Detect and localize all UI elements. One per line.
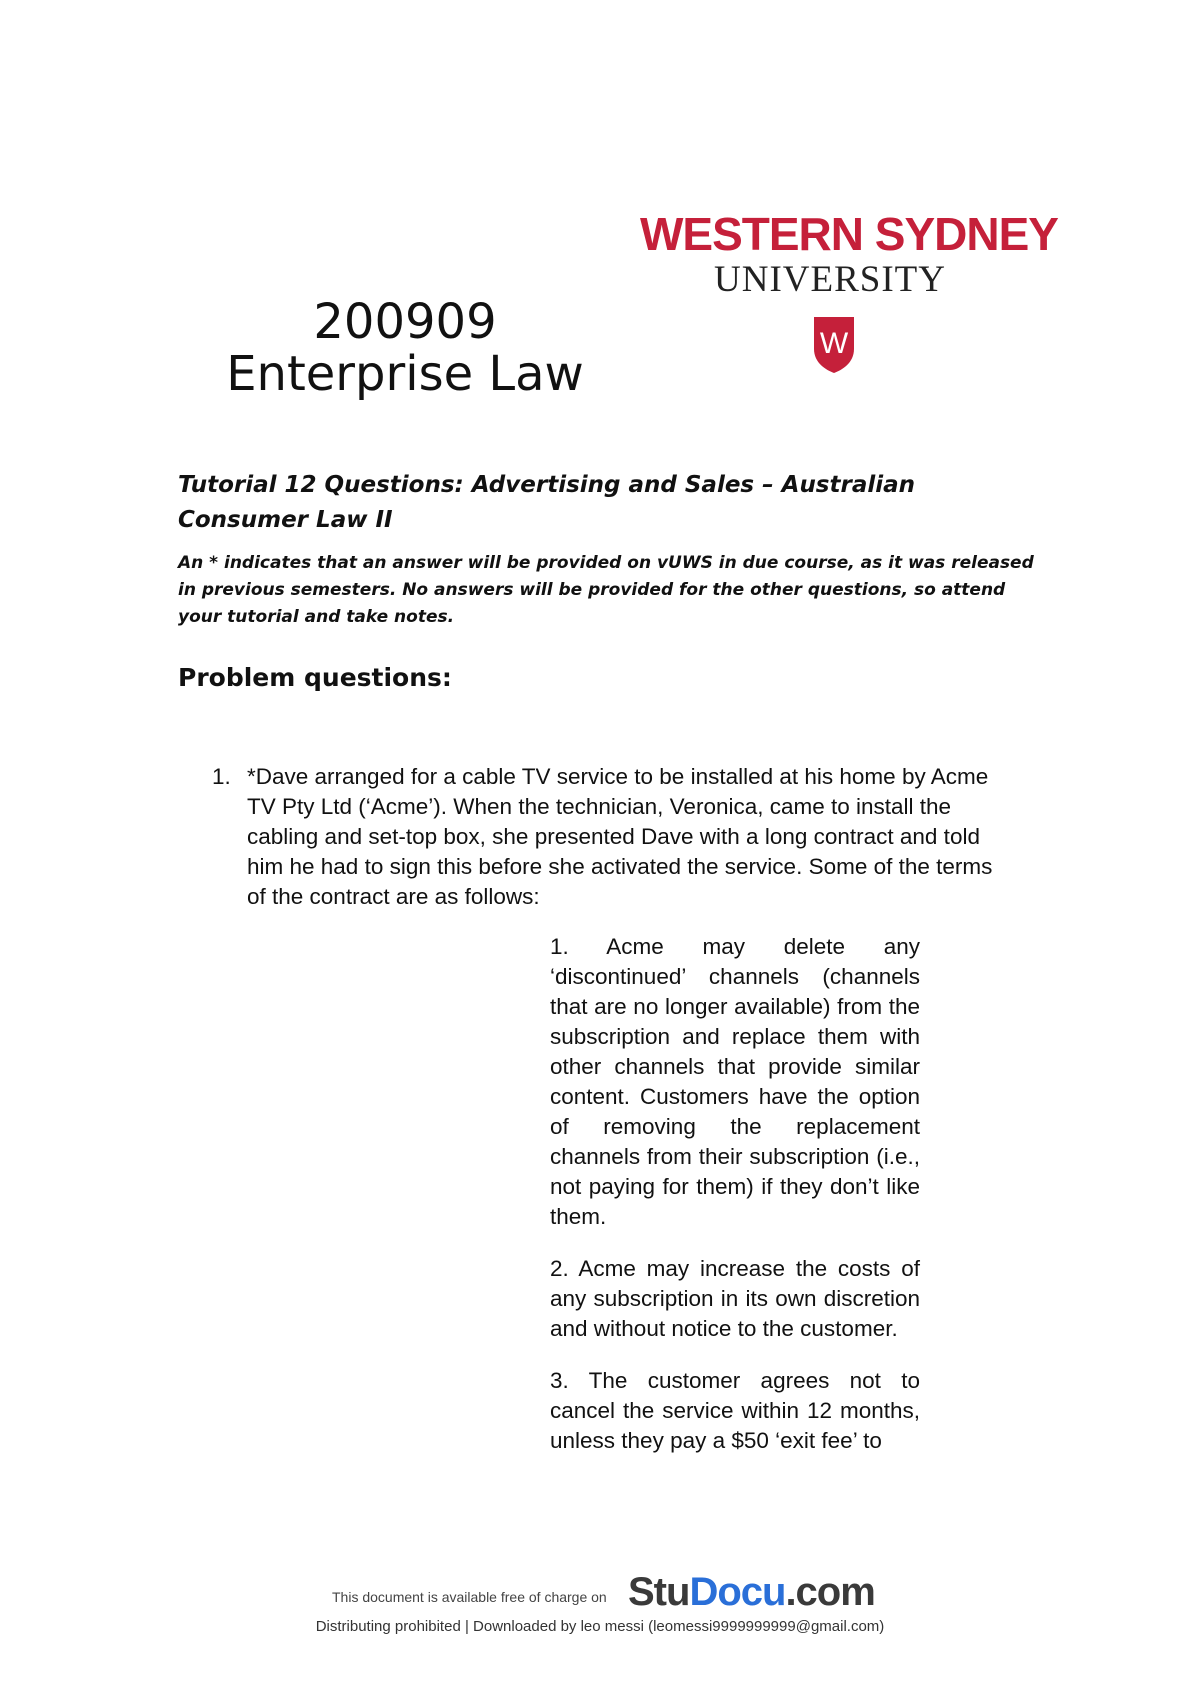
course-heading xyxy=(185,296,625,400)
tutorial-title xyxy=(178,468,938,538)
tutorial-title-line1: Tutorial 12 Questions: Advertising and Sales – Australian xyxy=(178,472,916,498)
distribution-notice: Distributing prohibited | Downloaded by leo messi (leomessi9999999999@gmail.com) xyxy=(315,1618,885,1635)
question-item xyxy=(212,762,1002,912)
university-logo xyxy=(640,208,1058,300)
answers-note: An * indicates that an answer will be provided on vUWS in due course, as it was released in previous semesters. No answers will be provided for the other questions, so attend your tutorial and take notes. xyxy=(178,553,1034,627)
course-code: 200909 xyxy=(313,294,497,350)
studocu-logo[interactable] xyxy=(628,1568,875,1616)
section-heading: Problem questions: xyxy=(178,663,452,692)
brand-part-2: Docu xyxy=(689,1570,786,1614)
university-shield-icon xyxy=(812,315,856,375)
contract-term-2: 2. Acme may increase the costs of any subscription in its own discretion and without notice to the customer. xyxy=(550,1256,920,1341)
course-name: Enterprise Law xyxy=(226,346,584,402)
tutorial-title-line2: Consumer Law II xyxy=(178,507,393,533)
brand-part-3: .com xyxy=(785,1570,875,1614)
question-number: 1. xyxy=(212,764,231,789)
contract-term-1: 1. Acme may delete any ‘discontinued’ channels (channels that are no longer available) from the subscription and replace them with other channels that provide similar content. Customers have the option of removing the replacement channels from their subscription (i.e., not paying for them) if they don’t like them. xyxy=(550,934,920,1229)
contract-term-3: 3. The customer agrees not to cancel the service within 12 months, unless they pay a $50 ‘exit fee’ to xyxy=(550,1368,920,1453)
brand-part-1: Stu xyxy=(628,1570,690,1614)
logo-wordmark: WESTERN SYDNEY xyxy=(640,208,1058,260)
question-text: *Dave arranged for a cable TV service to be installed at his home by Acme TV Pty Ltd (‘Acme’). When the technician, Veronica, came to install the cabling and set-top box, she presented Dave with a long contract and told him he had to sign this before she activated the service. Some of the terms of the contract are as follows: xyxy=(247,764,993,909)
contract-terms xyxy=(550,932,920,1478)
studocu-banner xyxy=(332,1568,875,1618)
availability-text: This document is available free of charge on xyxy=(332,1589,607,1605)
shield-letter: W xyxy=(819,327,849,360)
logo-subtitle: UNIVERSITY xyxy=(714,259,946,300)
